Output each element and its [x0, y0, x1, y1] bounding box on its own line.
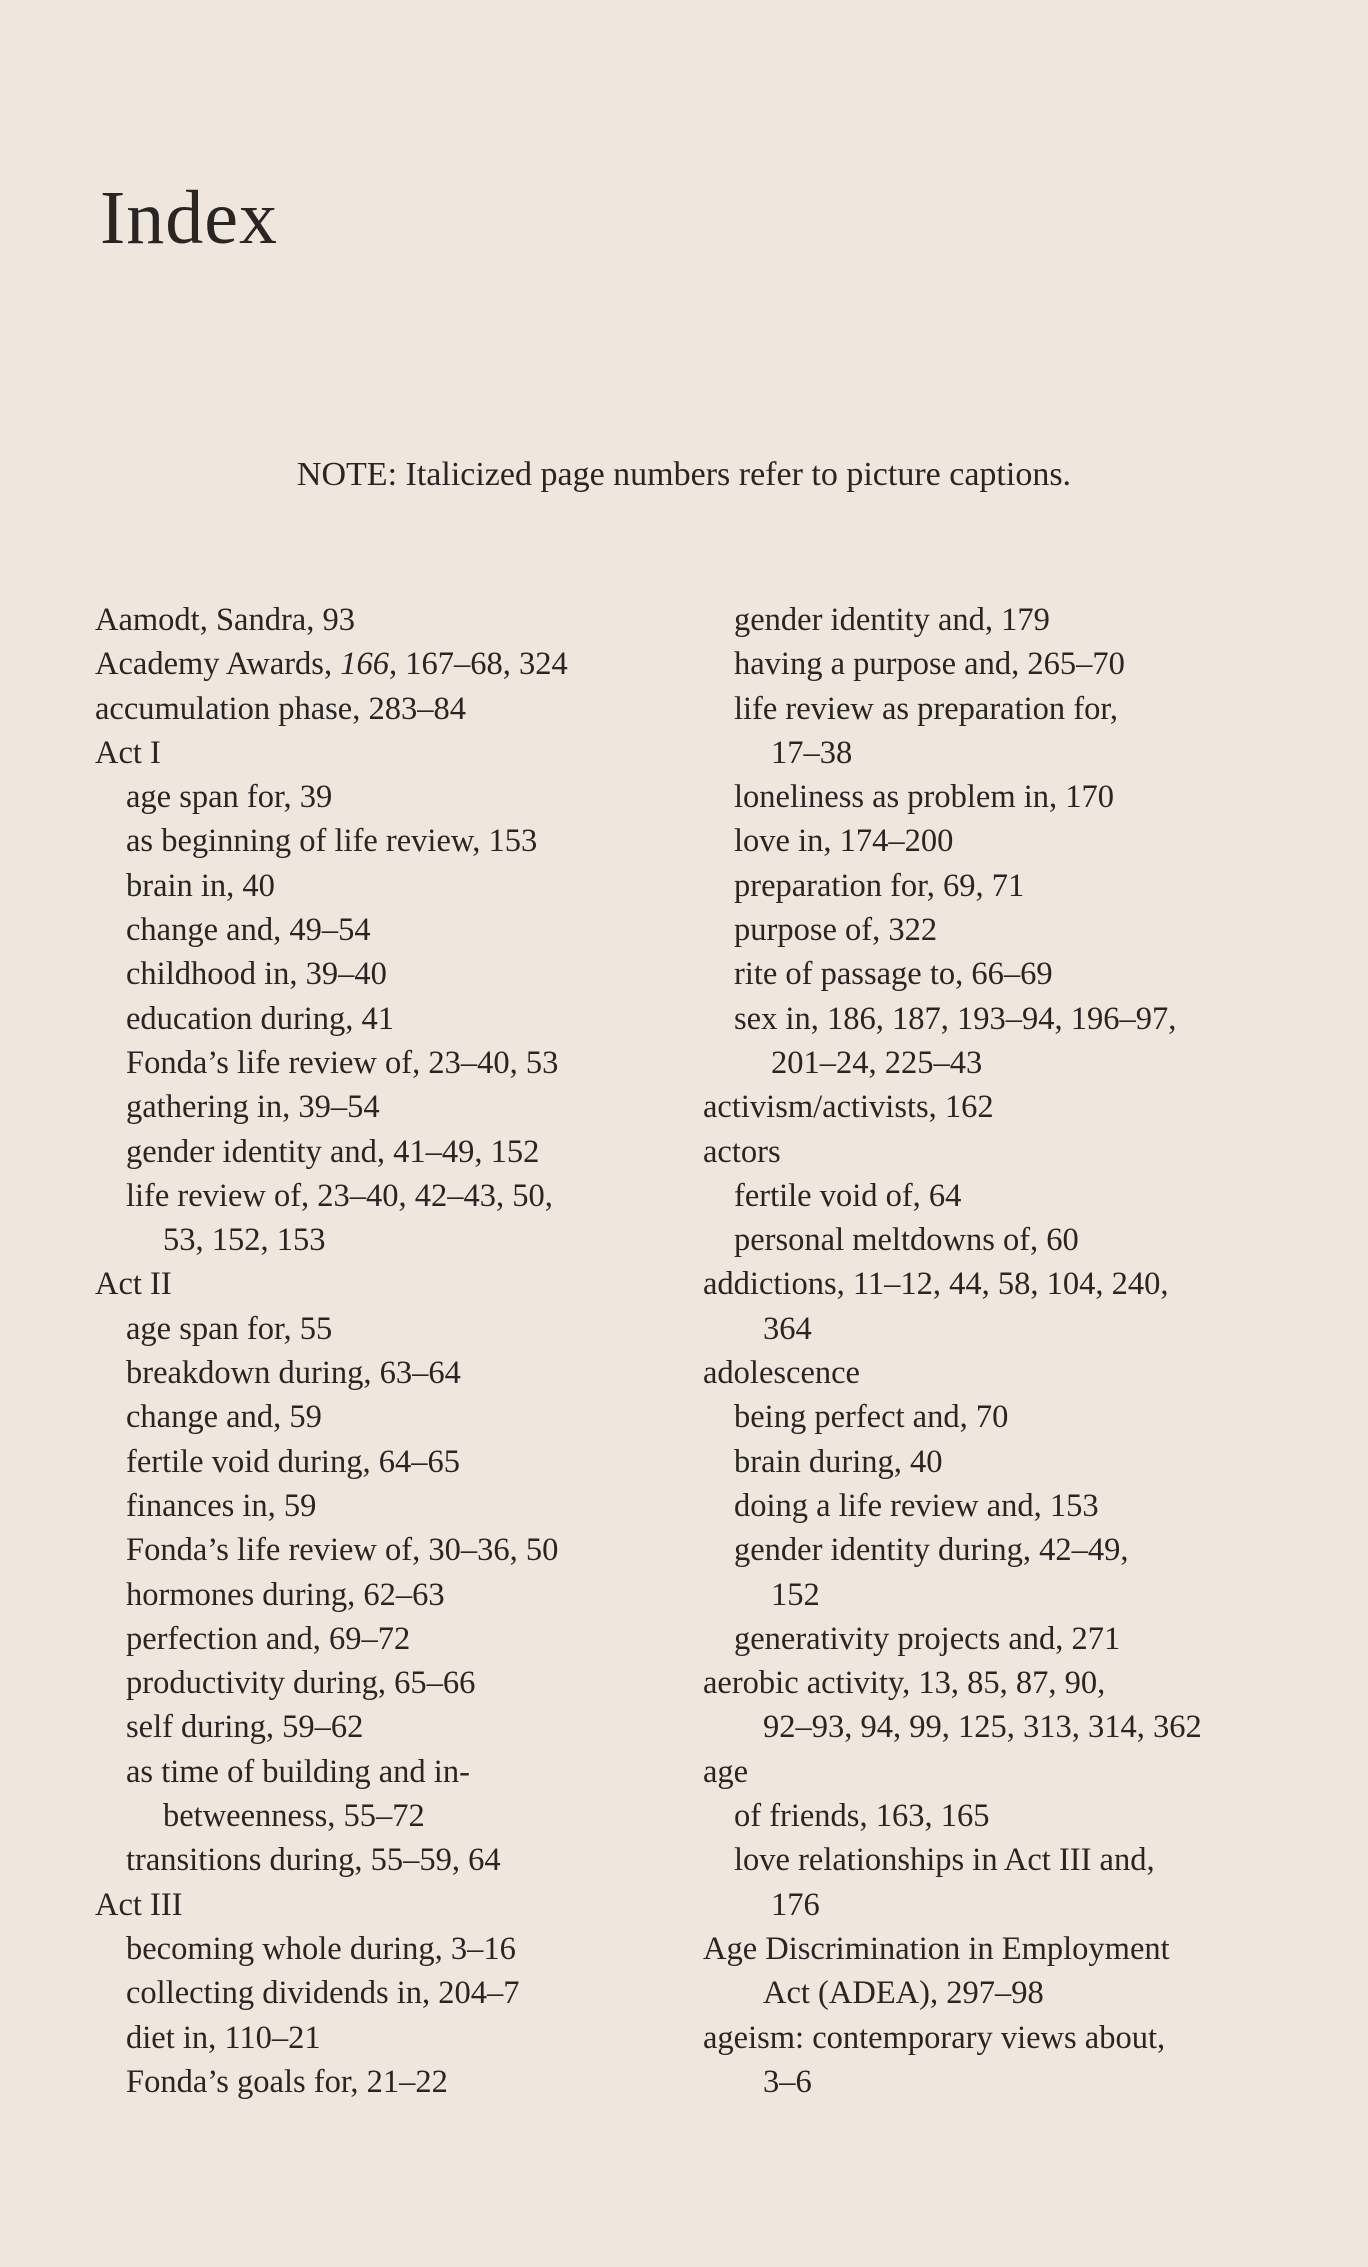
index-subentry: doing a life review and, 153 — [734, 1487, 1099, 1524]
index-entry: addictions, 11–12, 44, 58, 104, 240, — [703, 1266, 1169, 1303]
index-subentry: as time of building and in- — [126, 1753, 470, 1790]
index-subentry: gender identity and, 41–49, 152 — [126, 1133, 540, 1170]
index-subentry: diet in, 110–21 — [126, 2019, 321, 2056]
index-subentry: brain in, 40 — [126, 867, 275, 904]
entry-text: Academy Awards, — [95, 646, 341, 683]
index-entry: adolescence — [703, 1355, 860, 1392]
index-subentry: perfection and, 69–72 — [126, 1620, 411, 1657]
index-entry — [95, 642, 695, 686]
page-title: Index — [100, 176, 279, 260]
index-subentry: age span for, 39 — [126, 779, 333, 816]
index-continuation: 3–6 — [763, 2063, 812, 2100]
index-subentry: finances in, 59 — [126, 1487, 317, 1524]
index-subentry: sex in, 186, 187, 193–94, 196–97, — [734, 1000, 1177, 1037]
index-subentry: rite of passage to, 66–69 — [734, 956, 1053, 993]
index-entry: ageism: contemporary views about, — [703, 2019, 1166, 2056]
index-column-right — [703, 598, 1303, 2104]
index-subentry: transitions during, 55–59, 64 — [126, 1842, 501, 1879]
index-subentry: having a purpose and, 265–70 — [734, 646, 1125, 683]
index-continuation: 364 — [763, 1310, 812, 1347]
index-subentry: fertile void during, 64–65 — [126, 1443, 460, 1480]
index-subentry: Fonda’s life review of, 30–36, 50 — [126, 1532, 559, 1569]
index-subentry: being perfect and, 70 — [734, 1399, 1009, 1436]
index-subentry: breakdown during, 63–64 — [126, 1355, 461, 1392]
index-entry: Age Discrimination in Employment — [703, 1930, 1170, 1967]
index-entry: activism/activists, 162 — [703, 1089, 994, 1126]
index-entry: accumulation phase, 283–84 — [95, 690, 466, 727]
index-subentry: as beginning of life review, 153 — [126, 823, 538, 860]
index-subentry: Fonda’s goals for, 21–22 — [126, 2063, 448, 2100]
index-column-left — [95, 598, 695, 2104]
index-subentry: of friends, 163, 165 — [734, 1798, 990, 1835]
index-subentry: collecting dividends in, 204–7 — [126, 1975, 520, 2012]
index-note: NOTE: Italicized page numbers refer to picture captions. — [296, 456, 1072, 493]
index-entry: age — [703, 1753, 749, 1790]
index-subentry: love relationships in Act III and, — [734, 1842, 1155, 1879]
index-subentry: gathering in, 39–54 — [126, 1089, 380, 1126]
index-entry: Aamodt, Sandra, 93 — [95, 602, 355, 638]
index-subentry: gender identity during, 42–49, — [734, 1532, 1129, 1569]
index-entry: Act II — [95, 1266, 172, 1303]
index-subentry: age span for, 55 — [126, 1310, 333, 1347]
index-continuation: 53, 152, 153 — [163, 1222, 326, 1259]
index-continuation: 152 — [771, 1576, 820, 1613]
index-subentry: purpose of, 322 — [734, 912, 938, 949]
index-subentry: productivity during, 65–66 — [126, 1665, 476, 1702]
index-continuation: 201–24, 225–43 — [771, 1044, 983, 1081]
index-continuation: Act (ADEA), 297–98 — [763, 1975, 1044, 2012]
index-subentry: change and, 59 — [126, 1399, 322, 1436]
index-subentry: change and, 49–54 — [126, 912, 371, 949]
index-subentry: personal meltdowns of, 60 — [734, 1222, 1079, 1259]
index-subentry: generativity projects and, 271 — [734, 1620, 1121, 1657]
index-subentry: life review as preparation for, — [734, 690, 1119, 727]
index-subentry: fertile void of, 64 — [734, 1177, 962, 1214]
index-subentry: gender identity and, 179 — [734, 602, 1050, 638]
index-subentry: becoming whole during, 3–16 — [126, 1930, 516, 1967]
index-continuation: 17–38 — [771, 734, 853, 771]
index-entry: aerobic activity, 13, 85, 87, 90, — [703, 1665, 1106, 1702]
index-entry: Act I — [95, 734, 161, 771]
index-subentry: self during, 59–62 — [126, 1709, 364, 1746]
entry-text: , 167–68, 324 — [388, 646, 568, 683]
index-subentry: preparation for, 69, 71 — [734, 867, 1025, 904]
index-subentry: Fonda’s life review of, 23–40, 53 — [126, 1044, 559, 1081]
index-subentry: love in, 174–200 — [734, 823, 954, 860]
index-subentry: brain during, 40 — [734, 1443, 943, 1480]
index-subentry: life review of, 23–40, 42–43, 50, — [126, 1177, 553, 1214]
index-subentry: loneliness as problem in, 170 — [734, 779, 1115, 816]
index-subentry: education during, 41 — [126, 1000, 395, 1037]
index-continuation: betweenness, 55–72 — [163, 1798, 425, 1835]
index-subentry: hormones during, 62–63 — [126, 1576, 445, 1613]
index-subentry: childhood in, 39–40 — [126, 956, 387, 993]
index-continuation: 92–93, 94, 99, 125, 313, 314, 362 — [763, 1709, 1202, 1746]
index-entry: actors — [703, 1133, 781, 1170]
index-continuation: 176 — [771, 1886, 820, 1923]
italic-page-number: 166 — [340, 646, 389, 683]
index-entry: Act III — [95, 1886, 183, 1923]
